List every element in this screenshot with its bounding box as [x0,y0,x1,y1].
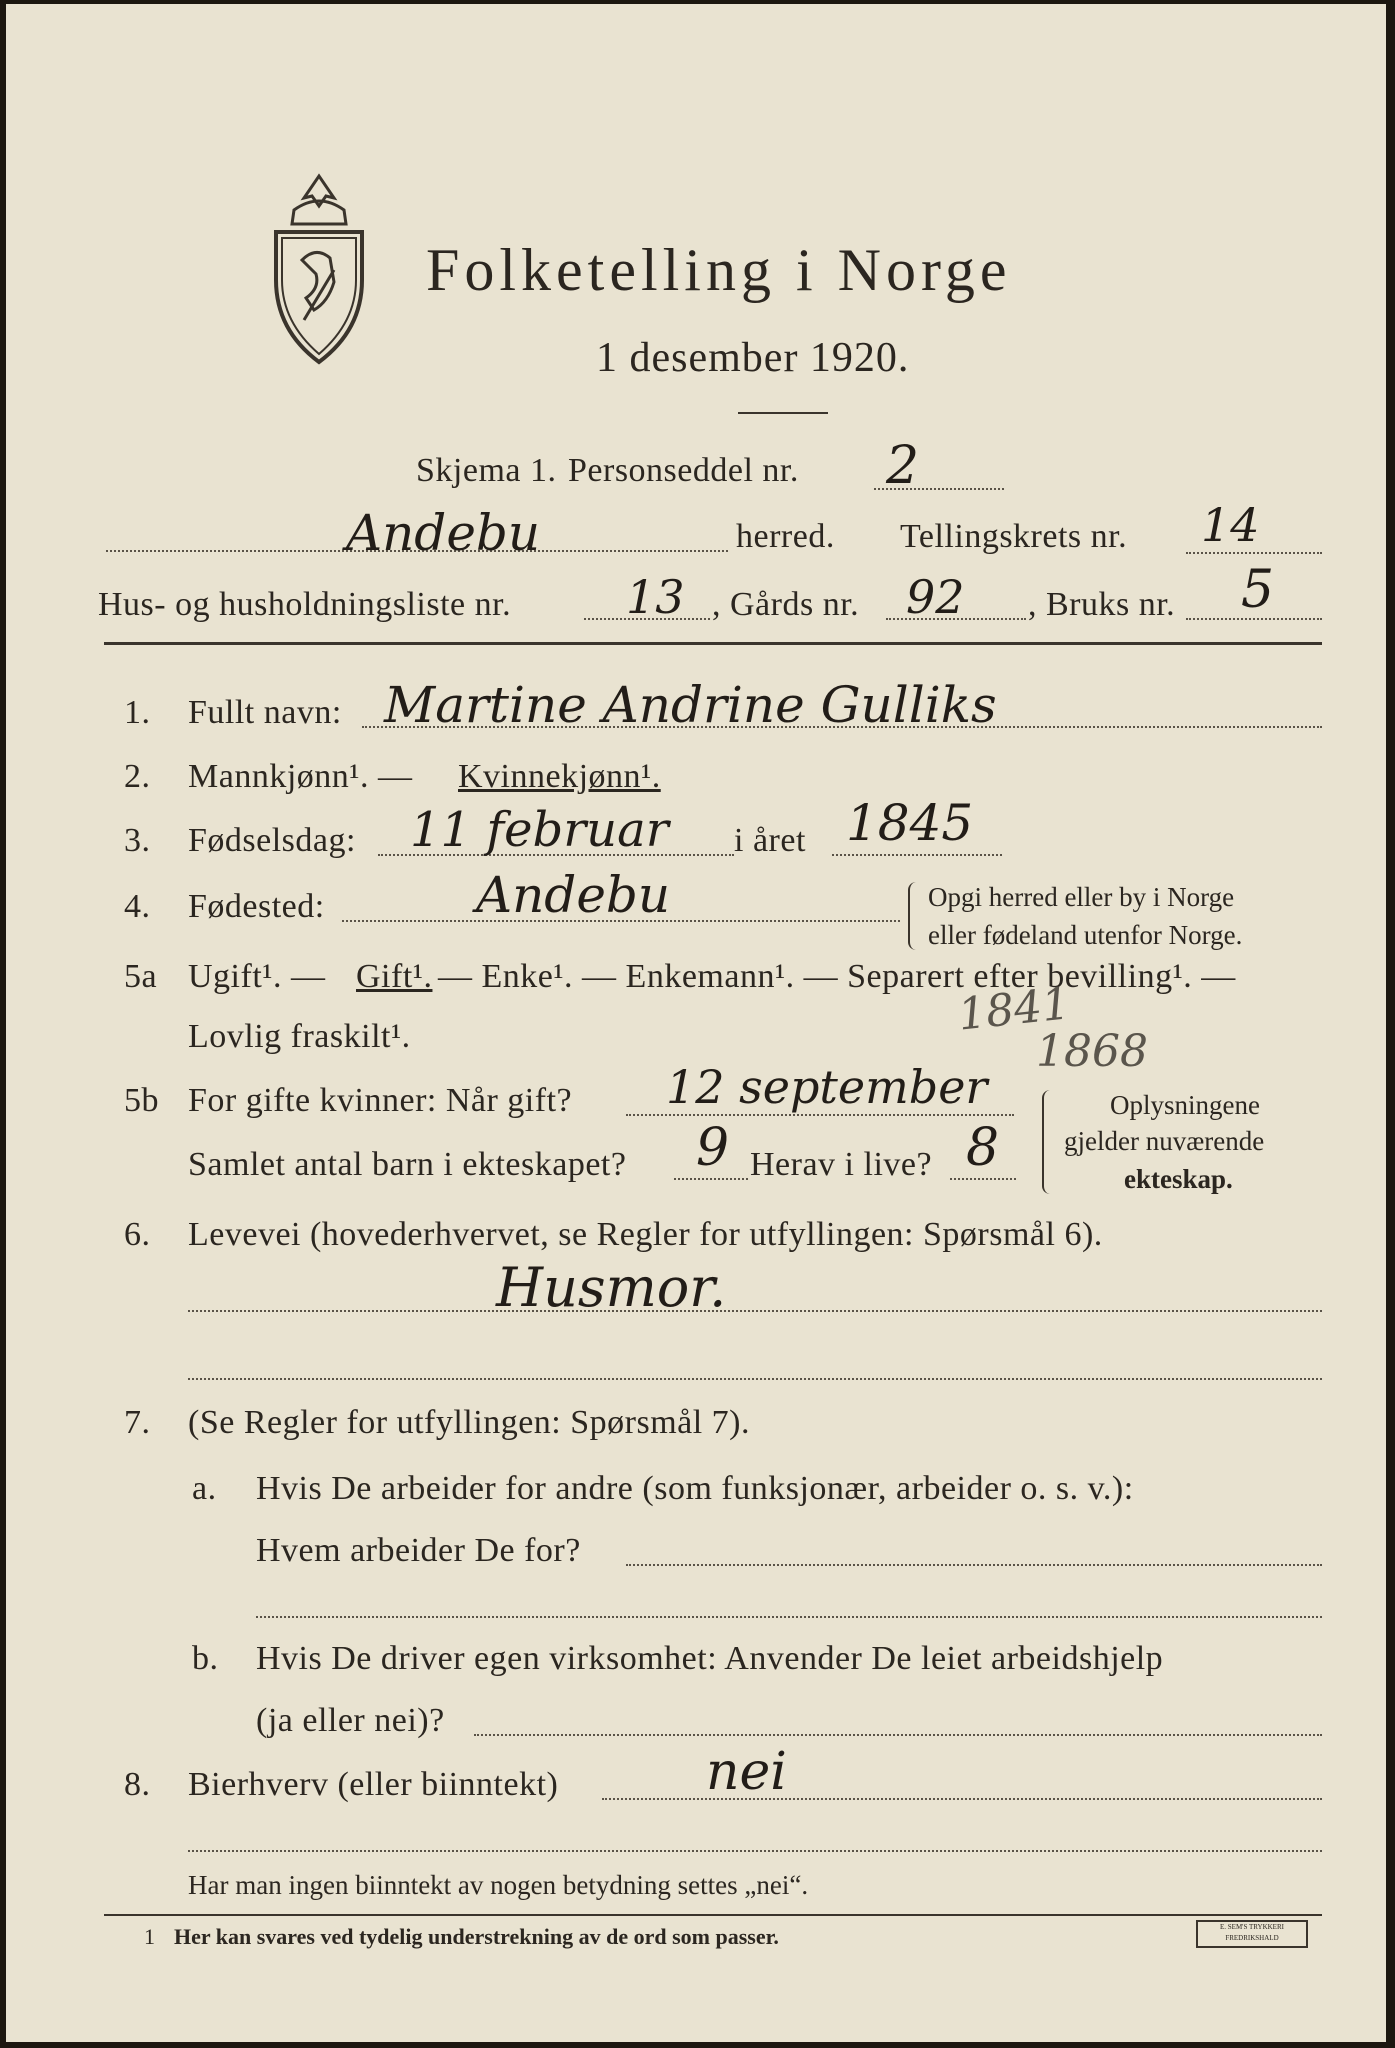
q3-label: Fødselsdag: [188,822,356,859]
status-other-options: — Enke¹. — Enkemann¹. — Separert efter bevilling¹. — [438,958,1236,995]
married-date-value: 12 september [666,1060,988,1114]
footer-note: Har man ingen biinntekt av nogen betydning settes „nei“. [188,1870,809,1900]
married-year-value: 1868 [1036,1026,1148,1077]
q5b-married-line [626,1114,1014,1116]
footnote-number: 1 [144,1924,155,1949]
form-title: Folketelling i Norge [426,237,1012,303]
q6-line1 [188,1310,1322,1312]
census-date: 1 desember 1920. [596,335,910,381]
bruks-value: 5 [1241,560,1275,620]
q5b-note-line3: ekteskap. [1124,1164,1233,1194]
q7b-line2: (ja eller nei)? [256,1702,445,1739]
gards-label: , Gårds nr. [712,586,860,623]
footer-rule [104,1914,1322,1916]
marriage-year-annotation: 1841 [955,978,1073,1041]
q7a-answer-line [626,1564,1322,1566]
q1-number: 1. [124,694,151,731]
q4-number: 4. [124,888,151,925]
q5b-note-line1: Oplysningene [1110,1090,1260,1120]
birth-year-value: 1845 [846,794,974,852]
husliste-label: Hus- og husholdningsliste nr. [98,586,512,623]
tellingskrets-line [1186,552,1322,554]
q5b-note-line2: gjelder nuværende [1064,1126,1265,1156]
herred-value: Andebu [346,504,541,562]
personseddel-label: Personseddel nr. [568,452,799,489]
tellingskrets-value: 14 [1201,498,1260,552]
q4-note-line2: eller fødeland utenfor Norge. [928,920,1243,950]
q5b-number: 5b [124,1082,159,1119]
q3-year-line [832,854,1002,856]
q5b-label: For gifte kvinner: Når gift? [188,1082,573,1119]
occupation-value: Husmor. [496,1256,727,1319]
alive-label: Herav i live? [750,1146,933,1183]
q3-number: 3. [124,822,151,859]
q5a-number: 5a [124,958,158,995]
full-name-value: Martine Andrine Gulliks [384,676,997,734]
herred-label: herred. [736,518,835,555]
gards-value: 92 [906,570,965,624]
tellingskrets-label: Tellingskrets nr. [900,518,1128,555]
children-line [674,1178,748,1180]
husliste-value: 13 [626,570,685,624]
children-label: Samlet antal barn i ekteskapet? [188,1146,627,1183]
q7a-number: a. [192,1470,217,1507]
alive-line [950,1178,1016,1180]
q8-line2 [188,1850,1322,1852]
birthday-value: 11 februar [410,802,669,858]
bruks-label: , Bruks nr. [1028,586,1176,623]
schema-label: Skjema 1. [416,452,557,489]
q7-number: 7. [124,1404,151,1441]
gender-male-option: Mannkjønn¹. — [188,758,413,795]
status-gift-option: Gift¹. [356,958,433,995]
alive-value: 8 [966,1118,1000,1178]
q4-label: Fødested: [188,888,325,925]
printer-mark: E. SEM'S TRYKKERI FREDRIKSHALD [1196,1920,1308,1948]
q5b-note-brace [1042,1090,1054,1194]
q7a-answer-line2 [256,1616,1322,1618]
status-ugift-option: Ugift¹. — [188,958,326,995]
q7b-line1: Hvis De driver egen virksomhet: Anvender De leiet arbeidshjelp [256,1640,1164,1677]
q7b-answer-line [474,1734,1322,1736]
q6-line2 [188,1378,1322,1380]
q6-label: Levevei (hovederhvervet, se Regler for utfyllingen: Spørsmål 6). [188,1216,1103,1253]
q4-note-line1: Opgi herred eller by i Norge [928,882,1235,912]
status-fraskilt-option: Lovlig fraskilt¹. [188,1018,411,1055]
q7a-line2: Hvem arbeider De for? [256,1532,581,1569]
birthplace-value: Andebu [476,866,671,924]
gender-female-option: Kvinnekjønn¹. [458,758,661,795]
footnote-text: Her kan svares ved tydelig understrekning av de ord som passer. [174,1924,779,1949]
q4-note-brace [908,882,920,950]
children-value: 9 [696,1118,730,1178]
q7a-line1: Hvis De arbeider for andre (som funksjonær, arbeider o. s. v.): [256,1470,1134,1507]
q6-number: 6. [124,1216,151,1253]
q8-label: Bierhverv (eller biinntekt) [188,1766,559,1803]
coat-of-arms-icon [264,170,374,370]
q8-number: 8. [124,1766,151,1803]
personseddel-value: 2 [886,436,920,496]
side-income-value: nei [706,1742,787,1802]
header-rule [104,642,1322,645]
q7-label: (Se Regler for utfyllingen: Spørsmål 7). [188,1404,751,1441]
title-divider [738,412,828,414]
q3-year-label: i året [734,822,806,859]
q2-number: 2. [124,758,151,795]
q7b-number: b. [192,1640,219,1677]
census-form-sheet [6,4,1386,2042]
q1-label: Fullt navn: [188,694,342,731]
